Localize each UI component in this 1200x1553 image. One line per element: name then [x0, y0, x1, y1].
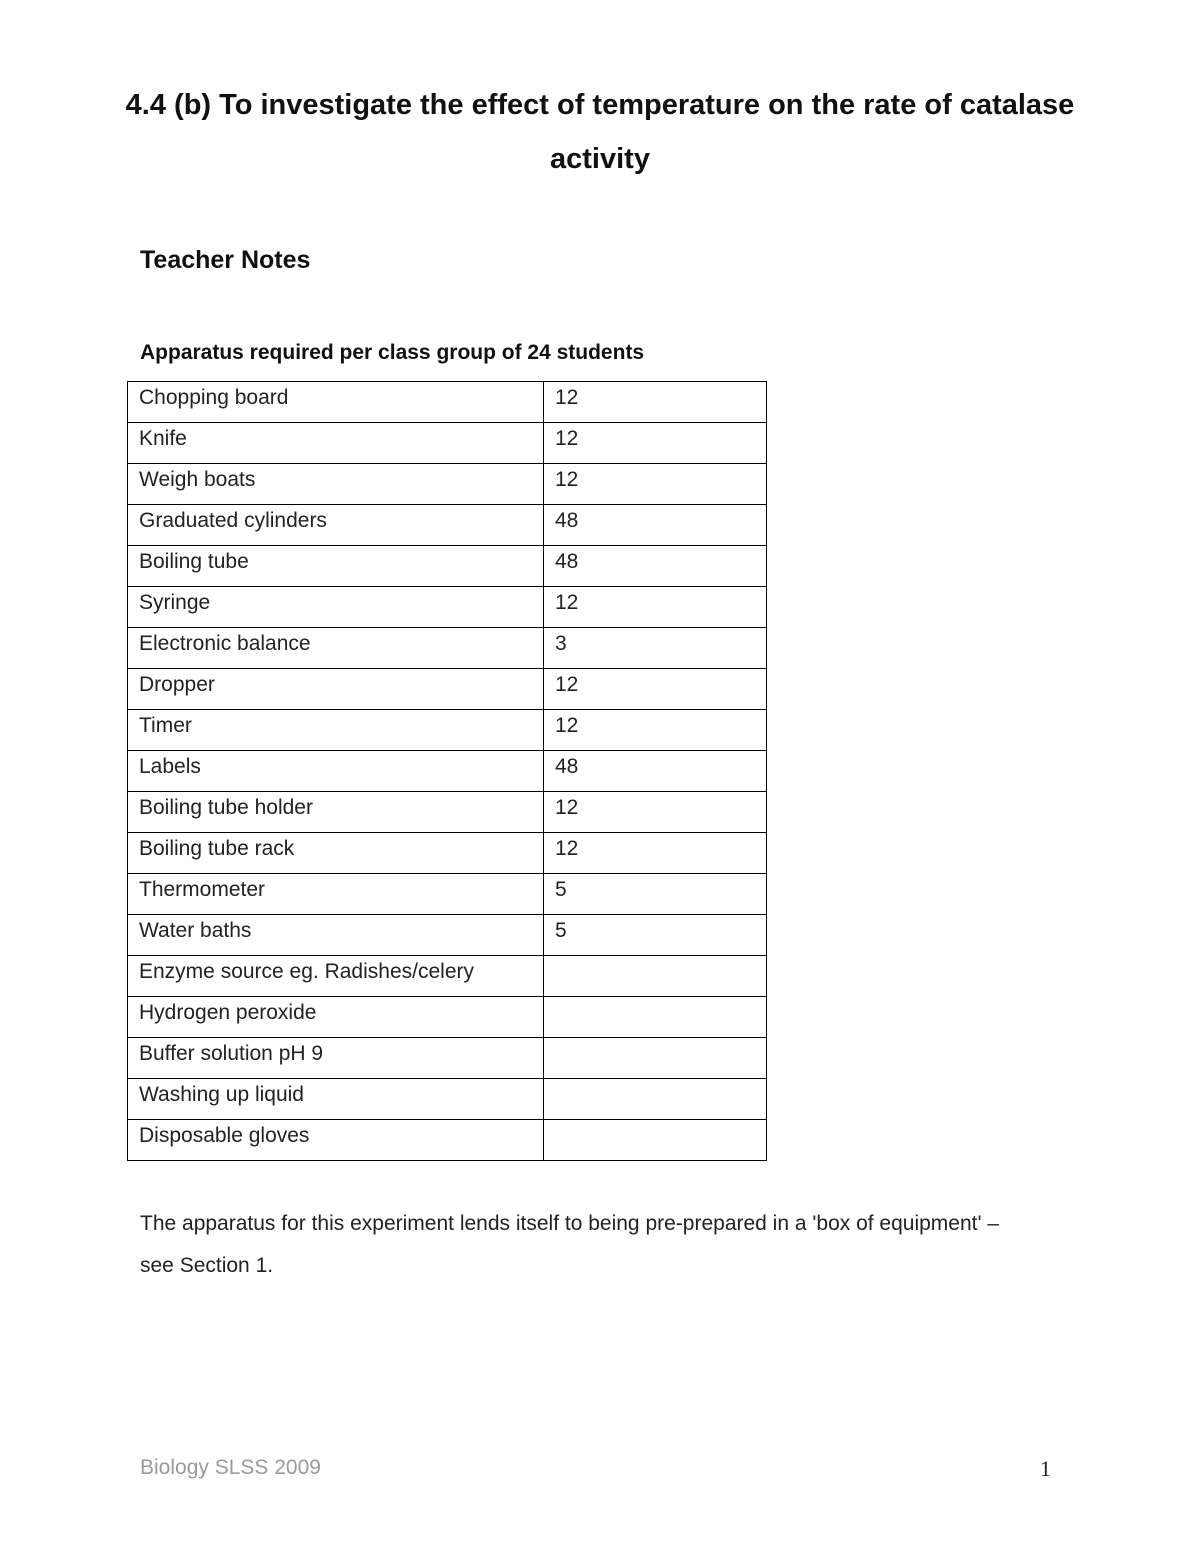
apparatus-item: Boiling tube holder — [128, 792, 544, 833]
page-title: 4.4 (b) To investigate the effect of temperature on the rate of catalase activity — [125, 89, 1075, 175]
table-row — [128, 546, 767, 587]
table-row — [128, 628, 767, 669]
apparatus-quantity: 12 — [544, 382, 767, 423]
page-number: 1 — [1040, 1456, 1051, 1481]
apparatus-item: Dropper — [128, 669, 544, 710]
apparatus-item: Disposable gloves — [128, 1120, 544, 1161]
apparatus-quantity: 12 — [544, 833, 767, 874]
apparatus-quantity: 12 — [544, 710, 767, 751]
table-row — [128, 874, 767, 915]
apparatus-item: Water baths — [128, 915, 544, 956]
table-row — [128, 505, 767, 546]
apparatus-quantity — [544, 1079, 767, 1120]
table-row — [128, 382, 767, 423]
table-row — [128, 1079, 767, 1120]
apparatus-quantity: 48 — [544, 751, 767, 792]
apparatus-quantity: 48 — [544, 546, 767, 587]
table-row — [128, 587, 767, 628]
apparatus-quantity: 12 — [544, 423, 767, 464]
apparatus-item: Knife — [128, 423, 544, 464]
apparatus-quantity — [544, 1038, 767, 1079]
apparatus-table-body — [128, 382, 767, 1161]
apparatus-quantity — [544, 1120, 767, 1161]
apparatus-quantity: 5 — [544, 874, 767, 915]
table-row — [128, 1120, 767, 1161]
table-row — [128, 751, 767, 792]
apparatus-item: Chopping board — [128, 382, 544, 423]
table-row — [128, 956, 767, 997]
apparatus-item: Electronic balance — [128, 628, 544, 669]
apparatus-quantity: 3 — [544, 628, 767, 669]
apparatus-item: Labels — [128, 751, 544, 792]
apparatus-item: Graduated cylinders — [128, 505, 544, 546]
apparatus-item: Thermometer — [128, 874, 544, 915]
footer-label: Biology SLSS 2009 — [140, 1456, 321, 1479]
apparatus-item: Timer — [128, 710, 544, 751]
apparatus-quantity: 48 — [544, 505, 767, 546]
apparatus-quantity: 12 — [544, 464, 767, 505]
apparatus-table — [127, 381, 767, 1161]
table-row — [128, 915, 767, 956]
table-row — [128, 423, 767, 464]
apparatus-quantity: 12 — [544, 792, 767, 833]
apparatus-item: Buffer solution pH 9 — [128, 1038, 544, 1079]
apparatus-item: Boiling tube rack — [128, 833, 544, 874]
table-row — [128, 1038, 767, 1079]
apparatus-quantity — [544, 997, 767, 1038]
apparatus-quantity — [544, 956, 767, 997]
table-row — [128, 792, 767, 833]
apparatus-quantity: 12 — [544, 587, 767, 628]
table-caption: Apparatus required per class group of 24 students — [140, 341, 645, 364]
apparatus-quantity: 5 — [544, 915, 767, 956]
table-row — [128, 669, 767, 710]
table-row — [128, 833, 767, 874]
table-row — [128, 710, 767, 751]
section-heading: Teacher Notes — [140, 246, 311, 274]
apparatus-item: Boiling tube — [128, 546, 544, 587]
apparatus-item: Enzyme source eg. Radishes/celery — [128, 956, 544, 997]
apparatus-note: The apparatus for this experiment lends itself to being pre-prepared in a 'box of equipment' – see Section 1. — [140, 1212, 1000, 1277]
table-row — [128, 997, 767, 1038]
apparatus-item: Weigh boats — [128, 464, 544, 505]
apparatus-item: Hydrogen peroxide — [128, 997, 544, 1038]
apparatus-quantity: 12 — [544, 669, 767, 710]
apparatus-item: Syringe — [128, 587, 544, 628]
table-row — [128, 464, 767, 505]
apparatus-item: Washing up liquid — [128, 1079, 544, 1120]
